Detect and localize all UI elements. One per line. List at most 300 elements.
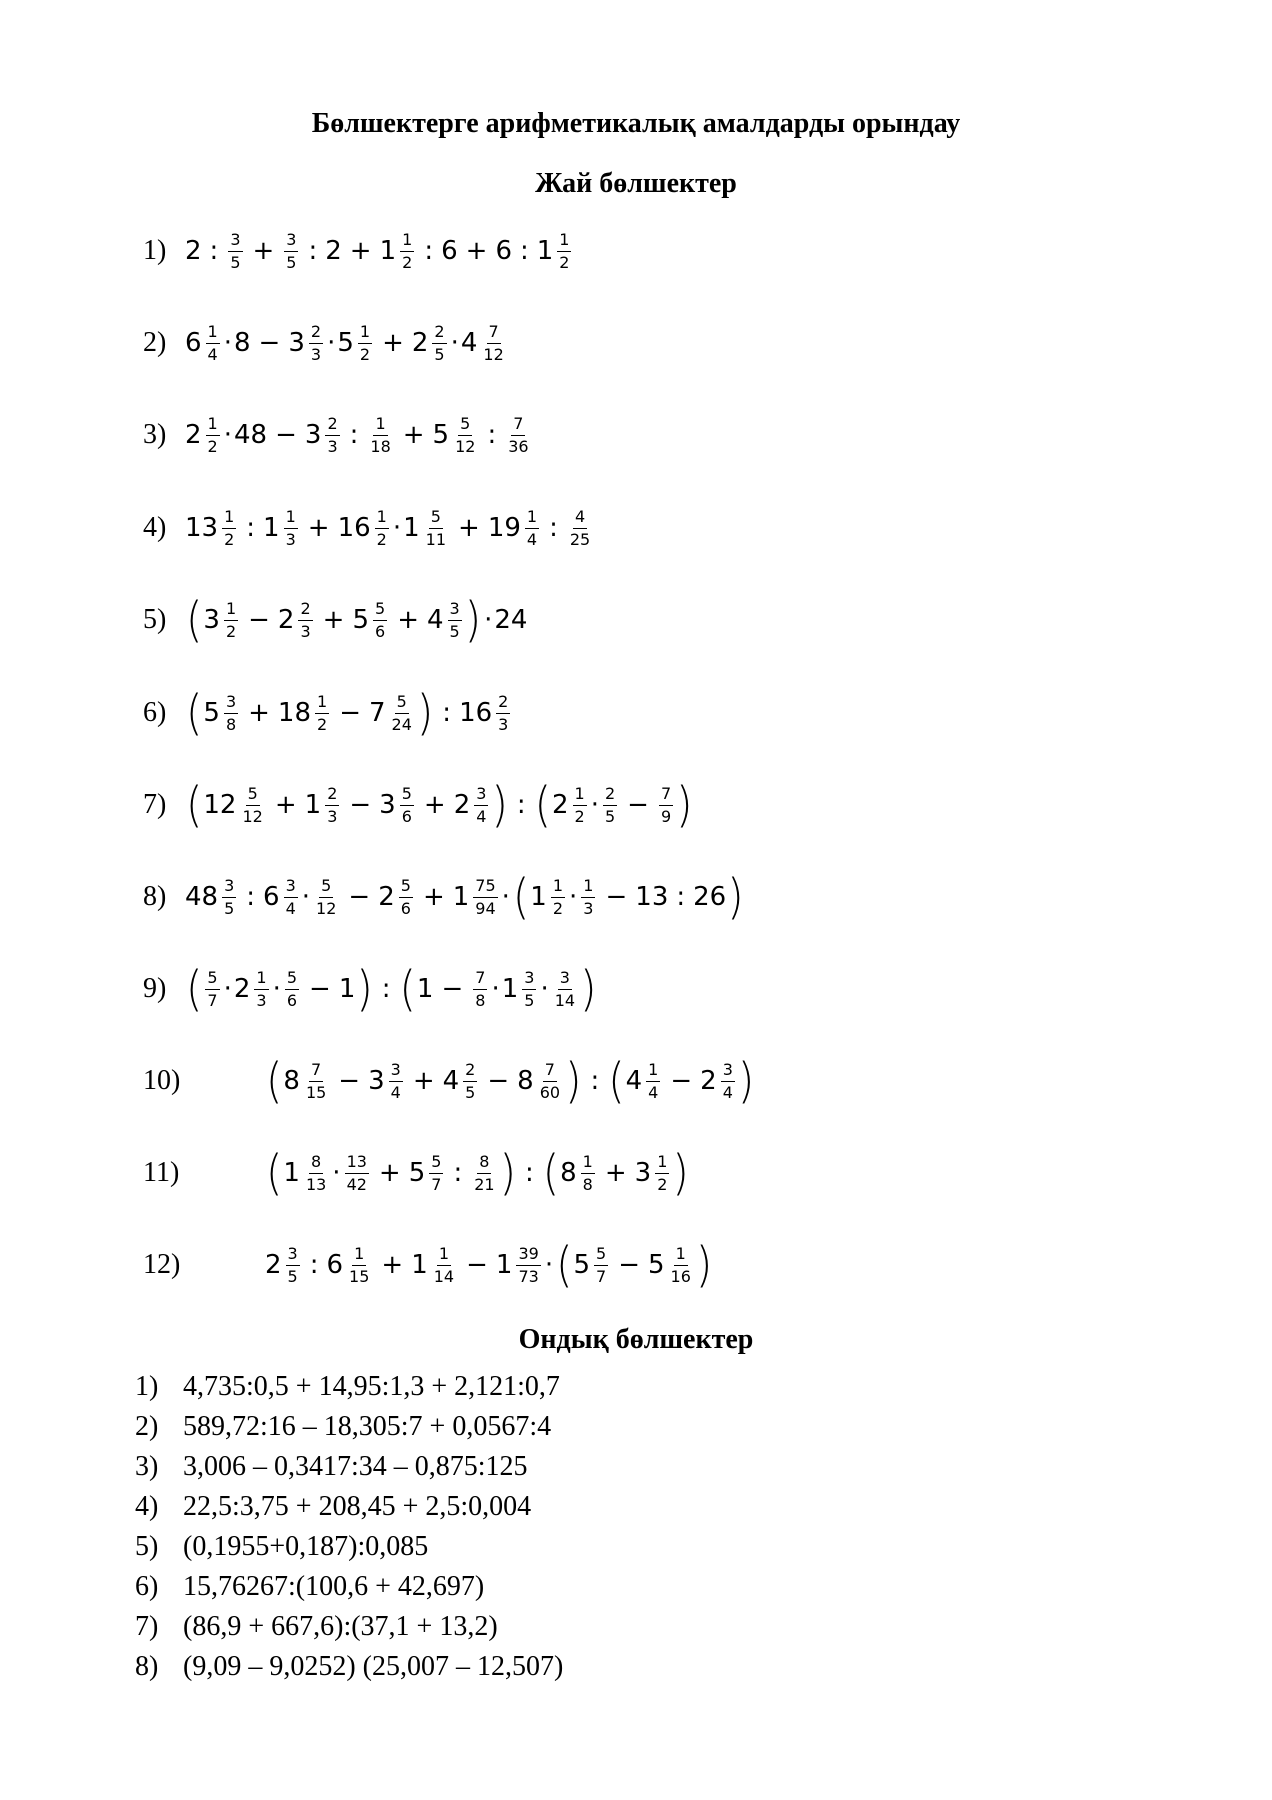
problem-1: [143, 211, 573, 291]
operator: −: [441, 974, 464, 1004]
fraction: [566, 506, 594, 549]
whole-part: 6: [263, 881, 280, 912]
problem-number: 5): [135, 1531, 159, 1562]
fraction-stack: [473, 875, 497, 918]
numerator: 1: [375, 509, 389, 529]
fraction-stack: [325, 783, 339, 826]
mixed-number: [432, 413, 480, 456]
integer: 1: [416, 974, 434, 1004]
whole-part: 2: [551, 789, 569, 820]
numerator: 1: [224, 601, 238, 621]
numerator: 5: [458, 416, 472, 436]
whole-part: 6: [185, 327, 202, 358]
numerator: 2: [603, 786, 617, 806]
problem-number: 11): [143, 1157, 180, 1188]
fraction-stack: [481, 321, 505, 364]
fraction-stack: [254, 967, 268, 1010]
numerator: 8: [309, 1154, 323, 1174]
denominator: 5: [230, 252, 241, 272]
denominator: 2: [317, 714, 328, 734]
document-title: Бөлшектерге арифметикалық амалдарды орындау: [311, 108, 961, 139]
fraction: [343, 1151, 371, 1194]
operator: :: [424, 236, 434, 266]
decimal-problem-4: [135, 1488, 531, 1526]
fraction-stack: [603, 783, 617, 826]
whole-part: 12: [203, 789, 237, 820]
operator: −: [275, 420, 297, 450]
mixed-number: [185, 506, 238, 549]
problem-number: 2): [143, 327, 167, 358]
operator: +: [465, 236, 488, 266]
fraction-stack: [304, 1059, 328, 1102]
denominator: 36: [508, 436, 529, 456]
open-paren: (: [512, 868, 530, 925]
operator: +: [248, 698, 270, 728]
numerator: 1: [551, 878, 565, 898]
operator: :: [549, 513, 558, 543]
fraction-stack: [522, 967, 536, 1010]
mixed-number: [379, 783, 416, 826]
whole-part: 5: [648, 1249, 665, 1280]
operator: +: [422, 882, 445, 912]
operator: +: [274, 790, 297, 820]
fraction-stack: [298, 598, 312, 641]
fraction-stack: [399, 875, 413, 918]
denominator: 6: [400, 898, 411, 918]
denominator: 8: [582, 1174, 593, 1194]
denominator: 73: [518, 1266, 539, 1286]
mixed-number: [453, 783, 491, 826]
denominator: 7: [431, 1174, 442, 1194]
decimal-problem-6: [135, 1568, 484, 1606]
operator: :: [487, 420, 497, 450]
mixed-number: [634, 1151, 672, 1194]
denominator: 5: [224, 898, 235, 918]
fraction-stack: [400, 229, 414, 272]
problem-7: [143, 765, 694, 845]
denominator: 4: [390, 1082, 401, 1102]
whole-part: 16: [459, 697, 493, 728]
denominator: 2: [224, 529, 235, 549]
denominator: 2: [207, 436, 218, 456]
decimal-problem-8: [135, 1648, 563, 1686]
denominator: 12: [483, 344, 504, 364]
mixed-number: [530, 875, 567, 918]
operator: +: [378, 1158, 401, 1188]
mixed-number: [560, 1151, 597, 1194]
whole-part: 16: [337, 512, 371, 543]
mixed-number: [203, 691, 240, 734]
numerator: 3: [284, 232, 298, 252]
whole-part: 3: [304, 419, 322, 450]
mixed-number: [304, 413, 342, 456]
mixed-number: [185, 413, 222, 456]
whole-part: 3: [288, 327, 305, 358]
operator: :: [442, 698, 452, 728]
operator: −: [338, 1066, 361, 1096]
expression: 4,735:0,5 + 14,95:1,3 + 2,121:0,7: [183, 1371, 560, 1402]
denominator: 4: [476, 806, 487, 826]
operator: +: [252, 236, 275, 266]
numerator: 1: [400, 232, 414, 252]
numerator: 5: [429, 509, 443, 529]
fraction-stack: [655, 1151, 669, 1194]
operator: −: [627, 790, 649, 820]
problem-number: 6): [135, 1571, 159, 1602]
denominator: 5: [449, 621, 460, 641]
operator: +: [412, 1066, 435, 1096]
whole-part: 8: [283, 1065, 300, 1096]
numerator: 7: [309, 1062, 323, 1082]
denominator: 6: [401, 806, 412, 826]
numerator: 3: [222, 878, 236, 898]
numerator: 1: [206, 416, 220, 436]
mixed-number: [573, 1243, 610, 1286]
decimal-problem-1: [135, 1368, 560, 1406]
integer: 13: [635, 882, 669, 912]
mixed-number: [263, 506, 300, 549]
mixed-number: [283, 1059, 330, 1102]
numerator: 1: [557, 232, 571, 252]
whole-part: 2: [411, 327, 429, 358]
problem-4: [143, 488, 594, 568]
expression: 3,006 – 0,3417:34 – 0,875:125: [183, 1451, 528, 1482]
operator: ·: [223, 420, 232, 450]
fraction-stack: [325, 413, 339, 456]
fraction-stack: [224, 598, 238, 641]
whole-part: 5: [352, 604, 369, 635]
denominator: 7: [596, 1266, 607, 1286]
whole-part: 1: [304, 789, 322, 820]
close-paren: ): [580, 960, 597, 1017]
denominator: 3: [498, 714, 509, 734]
whole-part: 13: [185, 512, 219, 543]
mixed-number: [369, 691, 416, 734]
problem-number: 7): [143, 789, 167, 820]
numerator: 1: [581, 878, 595, 898]
operator: :: [309, 1250, 319, 1280]
fraction-stack: [240, 783, 264, 826]
integer: 2: [185, 236, 202, 266]
whole-part: 1: [495, 1249, 513, 1280]
operator: −: [605, 882, 628, 912]
close-paren: ): [676, 776, 693, 833]
numerator: 5: [429, 1154, 443, 1174]
operator: +: [397, 605, 419, 635]
operator: ·: [540, 974, 549, 1004]
numerator: 1: [358, 324, 372, 344]
fraction-stack: [659, 783, 673, 826]
expression: 589,72:16 – 18,305:7 + 0,0567:4: [183, 1411, 552, 1442]
fraction-stack: [347, 1243, 371, 1286]
mixed-number: [185, 321, 222, 364]
whole-part: 6: [326, 1249, 344, 1280]
denominator: 6: [375, 621, 386, 641]
integer: 26: [693, 882, 727, 912]
denominator: 5: [465, 1082, 476, 1102]
close-paren: ): [672, 1144, 689, 1201]
whole-part: 1: [452, 881, 470, 912]
mixed-number: [700, 1059, 737, 1102]
mixed-number: [277, 691, 331, 734]
numerator: 1: [206, 324, 220, 344]
operator: −: [339, 698, 361, 728]
operator: :: [246, 882, 256, 912]
mixed-number: [551, 783, 589, 826]
operator: ·: [332, 1158, 341, 1188]
fraction-stack: [314, 875, 338, 918]
mixed-number: [487, 506, 541, 549]
numerator: 1: [525, 509, 539, 529]
problem-number: 3): [143, 419, 167, 450]
fraction-stack: [551, 875, 565, 918]
expression: [185, 960, 597, 1017]
fraction-stack: [222, 506, 236, 549]
denominator: 4: [722, 1082, 733, 1102]
operator: +: [382, 328, 404, 358]
operator: −: [670, 1066, 693, 1096]
fraction-stack: [669, 1243, 693, 1286]
numerator: 2: [432, 324, 446, 344]
denominator: 24: [391, 714, 412, 734]
denominator: 2: [225, 621, 237, 641]
fraction-stack: [228, 229, 242, 272]
numerator: 7: [487, 324, 501, 344]
denominator: 60: [539, 1082, 561, 1102]
problem-number: 1): [143, 235, 167, 266]
numerator: 5: [594, 1246, 608, 1266]
expression: [265, 1144, 690, 1201]
denominator: 25: [569, 529, 591, 549]
fraction-stack: [206, 321, 220, 364]
numerator: 39: [516, 1246, 540, 1266]
mixed-number: [536, 229, 574, 272]
whole-part: 2: [265, 1249, 282, 1280]
fraction-stack: [400, 783, 414, 826]
numerator: 3: [228, 232, 242, 252]
numerator: 5: [395, 694, 409, 714]
open-paren: (: [534, 776, 551, 833]
whole-part: 3: [368, 1065, 385, 1096]
denominator: 5: [286, 252, 297, 272]
mixed-number: [459, 691, 512, 734]
denominator: 2: [574, 806, 585, 826]
operator: −: [466, 1250, 488, 1280]
mixed-number: [403, 506, 450, 549]
mixed-number: [648, 1243, 695, 1286]
whole-part: 8: [560, 1157, 577, 1188]
whole-part: 2: [185, 419, 202, 450]
problem-number: 9): [143, 973, 167, 1004]
operator: ·: [223, 974, 232, 1004]
problem-number: 6): [143, 697, 167, 728]
whole-part: 8: [517, 1065, 534, 1096]
fraction-stack: [453, 413, 477, 456]
integer: 1: [338, 974, 356, 1004]
expression: [185, 229, 573, 272]
denominator: 2: [402, 252, 413, 272]
numerator: 1: [655, 1154, 669, 1174]
operator: +: [402, 420, 425, 450]
fraction-stack: [473, 967, 487, 1010]
fraction-stack: [581, 1151, 595, 1194]
numerator: 3: [286, 1246, 300, 1266]
numerator: 5: [373, 601, 387, 621]
fraction-stack: [516, 1243, 540, 1286]
problem-number: 8): [143, 881, 167, 912]
operator: :: [246, 513, 256, 543]
fraction: [366, 413, 394, 456]
numerator: 3: [448, 601, 462, 621]
denominator: 6: [286, 990, 298, 1010]
operator: ·: [544, 1250, 554, 1280]
mixed-number: [408, 1151, 446, 1194]
whole-part: 5: [337, 327, 354, 358]
mixed-number: [517, 1059, 564, 1102]
numerator: 3: [474, 786, 488, 806]
fraction: [601, 783, 619, 826]
mixed-number: [277, 598, 315, 641]
open-paren: (: [186, 591, 203, 648]
denominator: 5: [524, 990, 535, 1010]
fraction-stack: [581, 875, 595, 918]
fraction-stack: [496, 691, 510, 734]
denominator: 42: [346, 1174, 367, 1194]
fraction-stack: [224, 691, 238, 734]
expression: (9,09 – 9,0252) (25,007 – 12,507): [183, 1651, 564, 1682]
open-paren: (: [608, 1052, 625, 1109]
denominator: 9: [660, 806, 672, 826]
numerator: 2: [463, 1062, 477, 1082]
integer: 8: [234, 328, 251, 358]
expression: 15,76267:(100,6 + 42,697): [183, 1571, 485, 1602]
denominator: 4: [526, 529, 538, 549]
whole-part: 18: [277, 697, 312, 728]
mixed-number: [203, 598, 240, 641]
denominator: 2: [552, 898, 564, 918]
problem-number: 4): [135, 1491, 159, 1522]
whole-part: 3: [203, 604, 220, 635]
numerator: 3: [389, 1062, 403, 1082]
expression: [265, 1052, 755, 1109]
denominator: 11: [425, 529, 447, 549]
fraction-stack: [646, 1059, 660, 1102]
denominator: 5: [287, 1266, 298, 1286]
problem-6: [143, 673, 512, 753]
problem-number: 10): [143, 1065, 181, 1096]
denominator: 8: [225, 714, 237, 734]
whole-part: 2: [453, 789, 471, 820]
problem-number: 8): [135, 1651, 159, 1682]
integer: 24: [494, 605, 528, 635]
whole-part: 4: [460, 327, 478, 358]
denominator: 5: [604, 806, 616, 826]
operator: +: [322, 605, 345, 635]
fraction-stack: [315, 691, 329, 734]
operator: −: [309, 974, 331, 1004]
denominator: 21: [474, 1174, 495, 1194]
numerator: 5: [399, 878, 413, 898]
fraction-stack: [284, 229, 298, 272]
operator: −: [248, 605, 270, 635]
problem-number: 5): [143, 604, 167, 635]
denominator: 3: [327, 436, 338, 456]
problem-8: [143, 857, 745, 937]
mixed-number: [263, 875, 300, 918]
numerator: 2: [325, 416, 339, 436]
problem-number: 1): [135, 1371, 159, 1402]
numerator: 7: [511, 416, 525, 436]
operator: ·: [272, 974, 281, 1004]
numerator: 2: [325, 786, 339, 806]
whole-part: 1: [536, 235, 554, 266]
denominator: 12: [455, 436, 476, 456]
mixed-number: [411, 1243, 458, 1286]
operator: :: [308, 236, 318, 266]
fraction-stack: [304, 1151, 328, 1194]
fraction: [471, 967, 489, 1010]
fraction-stack: [432, 1243, 456, 1286]
mixed-number: [501, 967, 539, 1010]
numerator: 2: [309, 324, 323, 344]
problem-number: 2): [135, 1411, 159, 1442]
mixed-number: [452, 875, 500, 918]
fraction: [283, 967, 301, 1010]
denominator: 3: [256, 990, 267, 1010]
open-paren: (: [186, 684, 203, 741]
numerator: 7: [543, 1062, 557, 1082]
whole-part: 7: [369, 697, 386, 728]
whole-part: 4: [426, 604, 444, 635]
operator: ·: [484, 605, 493, 635]
denominator: 14: [433, 1266, 455, 1286]
denominator: 18: [370, 436, 391, 456]
operator: ·: [491, 974, 500, 1004]
operator: −: [618, 1250, 640, 1280]
operator: +: [458, 513, 480, 543]
mixed-number: [283, 1151, 330, 1194]
section-heading-decimal-fractions: Ондық бөлшектер: [518, 1324, 754, 1355]
operator: ·: [569, 882, 578, 912]
expression: (0,1955+0,187):0,085: [183, 1531, 429, 1562]
operator: +: [604, 1158, 627, 1188]
mixed-number: [233, 967, 271, 1010]
numerator: 1: [254, 970, 268, 990]
denominator: 5: [434, 344, 445, 364]
whole-part: 5: [408, 1157, 426, 1188]
denominator: 15: [349, 1266, 370, 1286]
open-paren: (: [399, 960, 416, 1017]
fraction: [312, 875, 340, 918]
fraction: [579, 875, 597, 918]
operator: :: [209, 236, 219, 266]
mixed-number: [352, 598, 389, 641]
expression: [185, 776, 694, 833]
numerator: 1: [373, 416, 387, 436]
close-paren: ): [695, 1236, 713, 1293]
mixed-number: [625, 1059, 663, 1102]
mixed-number: [326, 1243, 374, 1286]
operator: :: [676, 882, 686, 912]
close-paren: ): [565, 1052, 582, 1109]
mixed-number: [442, 1059, 480, 1102]
whole-part: 1: [411, 1249, 428, 1280]
fraction-stack: [568, 506, 592, 549]
problem-number: 4): [143, 512, 167, 543]
close-paren: ): [356, 960, 373, 1017]
integer: 48: [234, 420, 268, 450]
close-paren: ): [499, 1144, 516, 1201]
